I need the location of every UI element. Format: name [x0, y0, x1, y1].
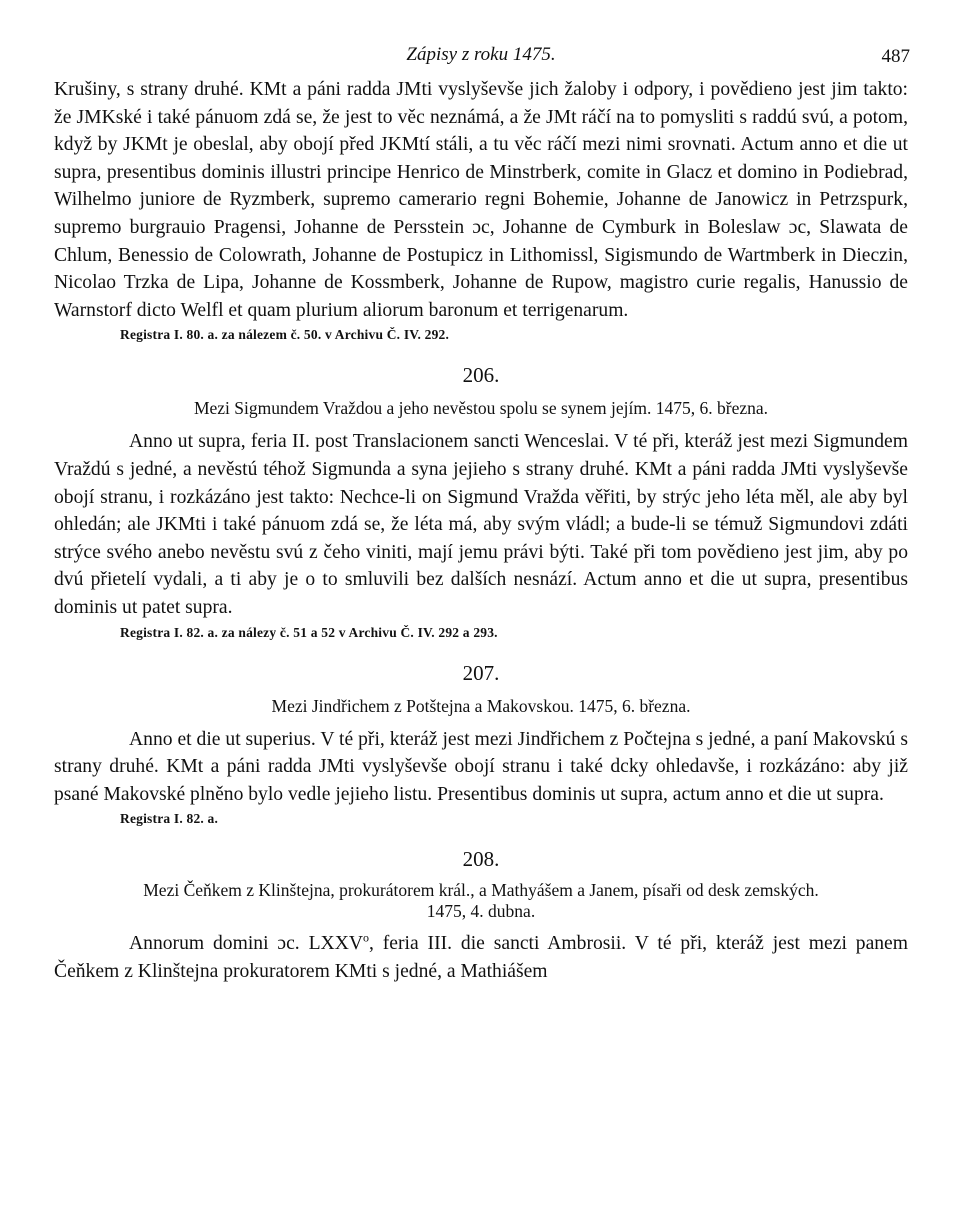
entry-number: 207. — [462, 660, 500, 685]
document-page — [54, 40, 908, 985]
entry-number: 208. — [462, 847, 500, 872]
entry-heading-line: Mezi Čeňkem z Klinštejna, prokurátorem král., a Mathyášem a Janem, písaři od desk zemských. — [143, 880, 819, 901]
page-header — [54, 40, 908, 76]
archive-reference: Registra I. 82. a. za nálezy č. 51 a 52 v Archivu Č. IV. 292 a 293. — [120, 624, 498, 640]
paragraph-text: Annorum domini ɔc. LXXV — [129, 933, 363, 955]
entry-number: 206. — [462, 363, 500, 388]
archive-reference: Registra I. 82. a. — [120, 811, 219, 827]
entry-heading: Mezi Sigmundem Vraždou a jeho nevěstou spolu se synem jejím. 1475, 6. března. — [193, 398, 769, 419]
entry-heading: Mezi Jindřichem z Potštejna a Makovskou. 1475, 6. března. — [271, 695, 691, 716]
page-number: 487 — [881, 46, 910, 67]
entry-heading-date: 1475, 4. dubna. — [426, 901, 536, 922]
superscript: o — [363, 930, 369, 945]
entry-paragraph: Anno ut supra, feria II. post Translacionem sancti Wenceslai. V té při, kteráž jest mezi Sigmundem Vraždú s jedné, a nevěstú téhož Sigmunda a syna jejieho s strany druhé. KMt a páni radda JMti vyslyševše obojí stranu, i rozkázáno jest takto: Nechce-li on Sigmund Vražda věřiti, by strýc jeho léta měl, ale aby byl ohledán; ale JKMti i také pánuom zdá se, že léta má, aby svým vládl; a bude-li se témuž Sigmundovi zdáti strýce svého anebo nevěstu svú z čeho viniti, mají jemu právi býti. Také při tom povědieno jest jim, aby po dvú přietelí vydali, a ti aby je o to smluvili bez dalších nesnází. Actum anno et die ut supra, presentibus dominis ut patet supra. — [54, 431, 908, 618]
running-title: Zápisy z roku 1475. — [406, 44, 556, 65]
intro-paragraph: Krušiny, s strany druhé. KMt a páni radda JMti vyslyševše jich žaloby i odpory, i povědieno jest jim takto: že JMKské i také pánuom zdá se, že jest to věc neznámá, a že JMt ráčí na to pomysliti s raddú svú, a potom, když by JKMt je obeslal, aby obojí před JKMtí stáli, a tu věc ráčí mezi nimi srovnati. Actum anno et die ut supra, presentibus dominis illustri principe Henrico de Minstrberk, comite in Glacz et domino in Podiebrad, Wilhelmo juniore de Ryzmberk, supremo camerario regni Bohemie, Johanne de Janowicz in Petrzspurk, supremo burgrauio Pragensi, Johanne de Persstein ɔc, Johanne de Cymburk in Boleslaw ɔc, Slawata de Chlum, Benessio de Colowrath, Johanne de Postupicz in Lithomissl, Sigismundo de Wartmberk in Dieczin, Nicolao Trzka de Lipa, Johanne de Kossmberk, Johanne de Rupow, magistro curie regalis, Hanussio de Warnstorf dicto Welfl et quam plurium aliorum baronum et terrigenarum. — [54, 79, 908, 321]
archive-reference: Registra I. 80. a. za nálezem č. 50. v Archivu Č. IV. 292. — [120, 327, 450, 343]
entry-paragraph: Anno et die ut superius. V té při, kteráž jest mezi Jindřichem z Počtejna s jedné, a paní Makovskú s strany druhé. KMt a páni radda JMti vyslyševše obojí stranu i také dcky ohledavše, i rozkázáno: aby již psané Makovské plněno bylo vedle jejieho listu. Presentibus dominis ut supra, actum anno et die ut supra. — [54, 728, 908, 805]
entry-heading — [54, 880, 908, 922]
entry-paragraph — [54, 930, 908, 985]
paragraph-text: , feria III. die sancti Ambrosii. V té při, kteráž jest mezi panem Čeňkem z Klinštejna prokuratorem KMti s jedné, a Mathiášem — [54, 933, 908, 982]
